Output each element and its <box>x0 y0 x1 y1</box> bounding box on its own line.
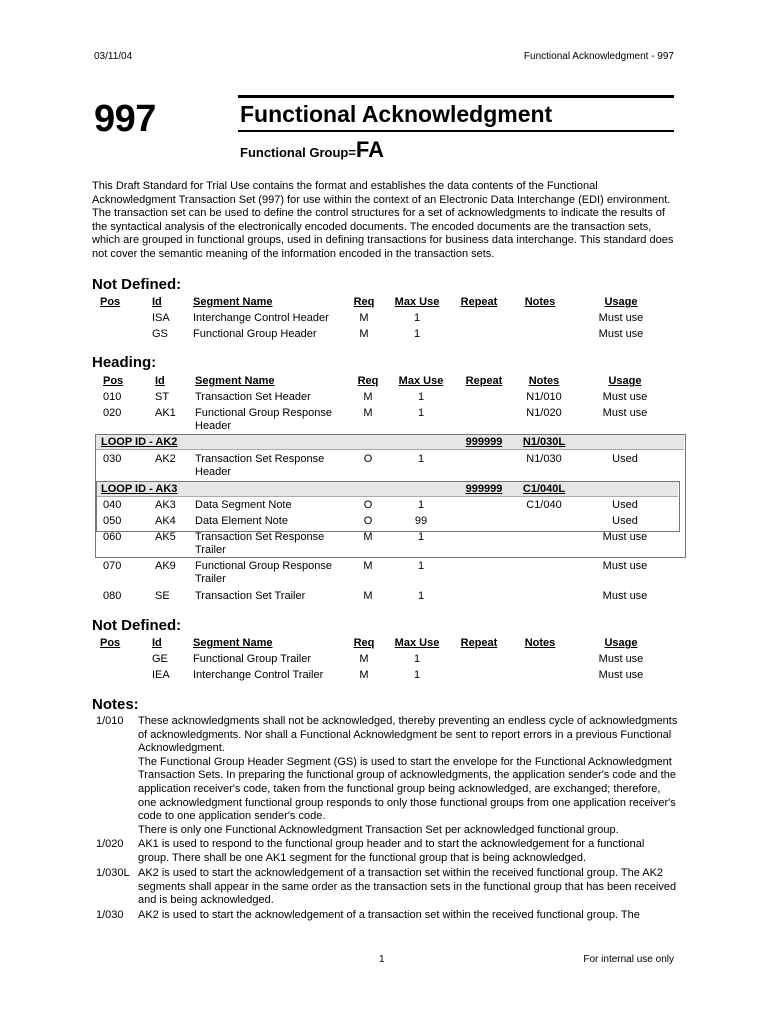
group-label: Functional Group= <box>240 145 356 160</box>
row-name: Data Element Note <box>195 515 288 527</box>
row-name: Data Segment Note <box>195 499 292 511</box>
page-number: 1 <box>379 954 385 965</box>
col-id: Id <box>152 637 162 649</box>
col-repeat: Repeat <box>465 375 503 387</box>
row-notes: N1/030 <box>526 453 562 465</box>
row-name: Transaction Set Header <box>195 391 311 403</box>
row-req: M <box>359 669 369 681</box>
loop-label-ak3: LOOP ID - AK3 <box>101 483 178 495</box>
row-max-use: 1 <box>417 407 425 419</box>
row-id: AK2 <box>155 453 176 465</box>
row-name: Functional Group Trailer <box>193 653 311 665</box>
note-ref: 1/030L <box>96 867 130 879</box>
note-ref: 1/020 <box>96 838 124 850</box>
col-max-use: Max Use <box>394 637 440 649</box>
row-id: AK4 <box>155 515 176 527</box>
loop-repeat-ak3: 999999 <box>465 483 503 495</box>
col-max-use: Max Use <box>394 296 440 308</box>
row-notes: N1/010 <box>526 391 562 403</box>
loop-bar-ak2 <box>96 435 684 450</box>
row-usage: Must use <box>602 391 648 403</box>
note-text: AK2 is used to start the acknowledgement of a transaction set within the received functional group. The <box>138 909 640 921</box>
row-req: O <box>363 453 373 465</box>
col-id: Id <box>152 296 162 308</box>
row-pos: 060 <box>103 531 122 543</box>
row-max-use: 1 <box>417 590 425 602</box>
row-name: Functional Group Header <box>193 328 317 340</box>
row-name: Functional Group Response Trailer <box>195 560 332 585</box>
row-notes: N1/020 <box>526 407 562 419</box>
col-usage: Usage <box>604 637 638 649</box>
row-pos: 070 <box>103 560 122 572</box>
row-usage: Must use <box>602 590 648 602</box>
row-pos: 040 <box>103 499 122 511</box>
section-title-not-defined-1: Not Defined: <box>92 276 182 293</box>
row-id: IEA <box>152 669 170 681</box>
row-req: M <box>359 312 369 324</box>
col-pos: Pos <box>103 375 124 387</box>
footer-note: For internal use only <box>583 954 674 965</box>
col-req: Req <box>357 375 379 387</box>
row-usage: Must use <box>602 407 648 419</box>
row-id: ISA <box>152 312 170 324</box>
section-title-not-defined-2: Not Defined: <box>92 617 182 634</box>
loop-repeat-ak2: 999999 <box>465 436 503 448</box>
row-max-use: 1 <box>417 453 425 465</box>
loop-bar-ak3 <box>97 482 678 497</box>
row-max-use: 1 <box>413 653 421 665</box>
row-id: GS <box>152 328 168 340</box>
row-max-use: 99 <box>414 515 428 527</box>
row-name: Interchange Control Trailer <box>193 669 324 681</box>
row-name: Functional Group Response Header <box>195 407 332 432</box>
loop-notes-ak3: C1/040L <box>522 483 566 495</box>
group-code: FA <box>355 137 385 162</box>
row-id: GE <box>152 653 168 665</box>
functional-group <box>240 137 384 163</box>
col-id: Id <box>155 375 165 387</box>
row-req: M <box>359 328 369 340</box>
row-usage: Must use <box>598 669 644 681</box>
row-notes: C1/040 <box>526 499 562 511</box>
note-text: AK2 is used to start the acknowledgement of a transaction set within the received functional group. The AK2 segments shall appear in the same order as the transaction sets in the functional group that has been received and is being acknowledged. <box>138 867 677 907</box>
row-id: AK1 <box>155 407 176 419</box>
row-req: M <box>363 407 373 419</box>
row-req: O <box>363 515 373 527</box>
row-name: Transaction Set Trailer <box>195 590 306 602</box>
note-text: These acknowledgments shall not be acknowledged, thereby preventing an endless cycle of acknowledgments of acknowledgments. Nor shall a Functional Acknowledgment be sent to report errors in a previous Functional Acknowledgment. The Functional Group Header Segment (GS) is used to start the envelope for the Functional Acknowledgment Transaction Sets. In preparing the functional group of acknowledgments, the application sender's code and the application receiver's code, taken from the functional group being acknowledged, are exchanged; therefore, one acknowledgment functional group responds to only those functional groups from one application receiver's code to one application sender's code. There is only one Functional Acknowledgment Transaction Set per acknowledged functional group. <box>138 715 678 836</box>
col-notes: Notes <box>524 296 556 308</box>
row-id: AK3 <box>155 499 176 511</box>
row-usage: Must use <box>598 653 644 665</box>
row-usage: Used <box>612 515 638 527</box>
row-req: M <box>363 590 373 602</box>
note-ref: 1/010 <box>96 715 124 727</box>
col-usage: Usage <box>608 375 642 387</box>
note-ref: 1/030 <box>96 909 124 921</box>
row-usage: Used <box>612 453 638 465</box>
col-notes: Notes <box>528 375 560 387</box>
col-pos: Pos <box>100 637 121 649</box>
row-id: ST <box>155 391 170 403</box>
row-pos: 080 <box>103 590 122 602</box>
col-max-use: Max Use <box>398 375 444 387</box>
col-pos: Pos <box>100 296 121 308</box>
row-id: SE <box>155 590 170 602</box>
row-max-use: 1 <box>413 328 421 340</box>
header-doc-title: Functional Acknowledgment - 997 <box>523 51 674 62</box>
col-req: Req <box>353 637 375 649</box>
row-pos: 020 <box>103 407 122 419</box>
row-usage: Used <box>612 499 638 511</box>
page-title: Functional Acknowledgment <box>240 101 553 127</box>
row-max-use: 1 <box>417 560 425 572</box>
row-max-use: 1 <box>417 499 425 511</box>
intro-paragraph: This Draft Standard for Trial Use contains the format and establishes the data contents of the Functional Acknowledgment Transaction Set (997) for use within the context of an Electronic Data Interchange (EDI) environment. The transaction set can be used to define the control structures for a set of acknowledgments to indicate the results of the syntactical analysis of the electronically encoded documents. The encoded documents are the transaction sets, which are grouped in functional groups, used in defining transactions for business data interchange. This standard does not cover the semantic meaning of the information encoded in the transaction sets. <box>92 180 674 260</box>
row-name: Transaction Set Response Trailer <box>195 531 325 556</box>
row-pos: 050 <box>103 515 122 527</box>
col-req: Req <box>353 296 375 308</box>
section-title-notes: Notes: <box>92 696 139 713</box>
row-name: Transaction Set Response Header <box>195 453 325 478</box>
col-segment-name: Segment Name <box>193 296 273 308</box>
row-pos: 030 <box>103 453 122 465</box>
row-usage: Must use <box>602 531 648 543</box>
col-segment-name: Segment Name <box>195 375 275 387</box>
row-usage: Must use <box>602 560 648 572</box>
title-rule-top <box>238 95 674 98</box>
row-req: O <box>363 499 373 511</box>
row-id: AK9 <box>155 560 176 572</box>
row-pos: 010 <box>103 391 122 403</box>
header-date: 03/11/04 <box>94 51 133 62</box>
row-usage: Must use <box>598 328 644 340</box>
row-max-use: 1 <box>417 531 425 543</box>
col-notes: Notes <box>524 637 556 649</box>
col-repeat: Repeat <box>460 296 498 308</box>
row-req: M <box>359 653 369 665</box>
row-req: M <box>363 560 373 572</box>
section-title-heading: Heading: <box>92 354 157 371</box>
loop-notes-ak2: N1/030L <box>522 436 566 448</box>
row-max-use: 1 <box>413 312 421 324</box>
col-repeat: Repeat <box>460 637 498 649</box>
col-segment-name: Segment Name <box>193 637 273 649</box>
col-usage: Usage <box>604 296 638 308</box>
row-max-use: 1 <box>413 669 421 681</box>
transaction-number: 997 <box>94 98 156 140</box>
loop-label-ak2: LOOP ID - AK2 <box>101 436 178 448</box>
row-req: M <box>363 391 373 403</box>
note-text: AK1 is used to respond to the functional group header and to start the acknowledgement for a functional group. There shall be one AK1 segment for the functional group that is being acknowledged. <box>138 838 645 864</box>
row-usage: Must use <box>598 312 644 324</box>
row-name: Interchange Control Header <box>193 312 329 324</box>
title-rule-bottom <box>238 130 674 132</box>
row-req: M <box>363 531 373 543</box>
row-id: AK5 <box>155 531 176 543</box>
row-max-use: 1 <box>417 391 425 403</box>
